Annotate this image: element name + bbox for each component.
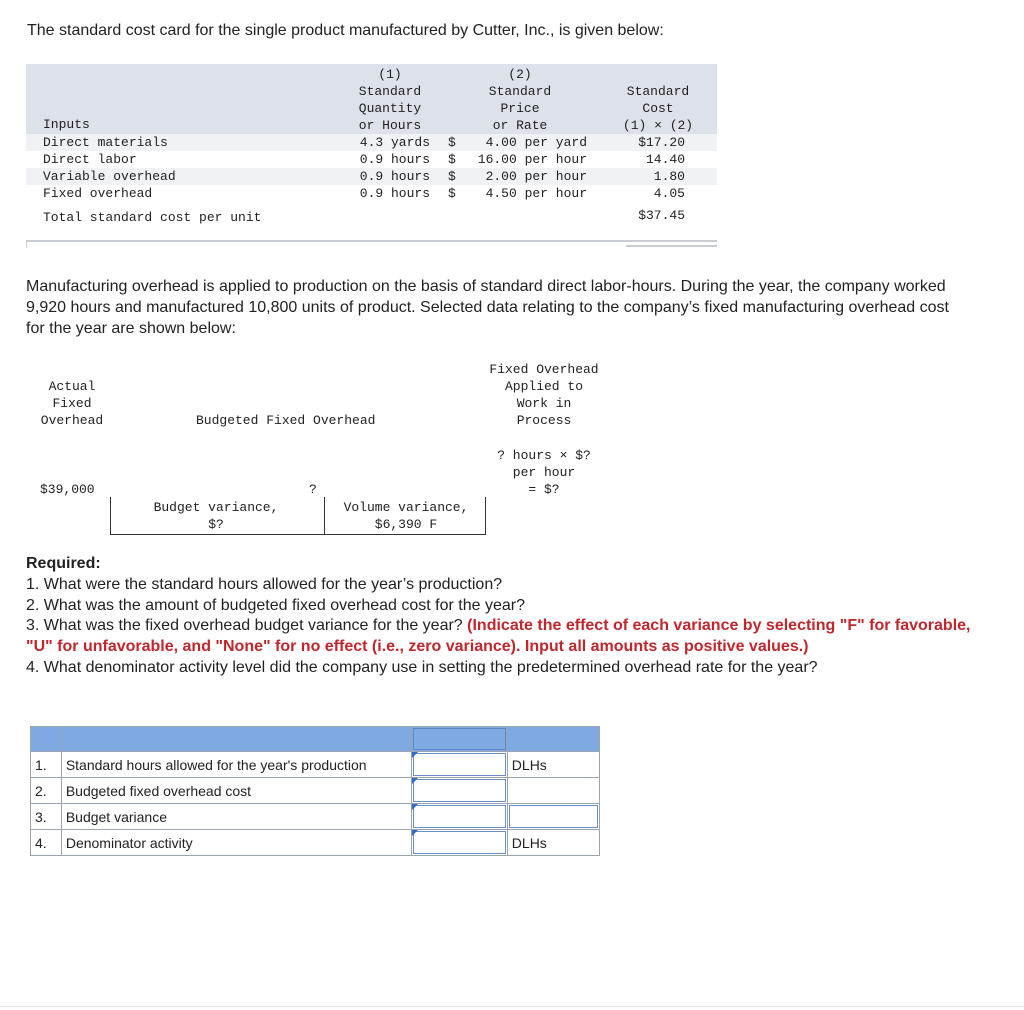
actual-fixed-overhead-header <box>28 378 116 429</box>
header-cell <box>507 727 599 752</box>
row-unit <box>507 778 599 804</box>
table-row <box>31 752 600 778</box>
budgeted-overhead-value: ? <box>309 482 317 497</box>
input-marker-icon <box>412 830 418 836</box>
header-line: or Hours <box>358 118 422 133</box>
header-line: Overhead <box>40 413 104 428</box>
rule-tick <box>26 240 27 248</box>
row-number: 1. <box>31 752 62 778</box>
required-title: Required: <box>26 555 101 572</box>
bracket-left <box>110 497 111 535</box>
row-price: 4.00 per yard <box>485 135 587 150</box>
budgeted-fixed-overhead-header: Budgeted Fixed Overhead <box>196 413 376 428</box>
formula-line: = $? <box>528 482 560 497</box>
header-line: Fixed <box>52 396 92 411</box>
denominator-activity-input[interactable] <box>412 830 507 856</box>
applied-overhead-formula <box>474 447 614 498</box>
answer-table <box>30 726 600 856</box>
header-col-cost <box>608 83 708 134</box>
page-bottom-rule <box>0 1006 1024 1007</box>
question-3 <box>26 616 986 658</box>
header-line: Fixed Overhead <box>489 362 599 377</box>
row-price: 4.50 per hour <box>485 186 587 201</box>
row-qty: 0.9 hours <box>359 186 430 201</box>
row-label: Standard hours allowed for the year's production <box>61 752 412 778</box>
bracket-middle <box>324 497 325 535</box>
actual-overhead-value: $39,000 <box>40 482 95 497</box>
question-1: 1. What were the standard hours allowed for the year’s production? <box>26 575 503 593</box>
row-dollar: $ <box>448 135 456 150</box>
input-box[interactable] <box>413 831 505 854</box>
header-line: (1) × (2) <box>622 118 694 133</box>
formula-line: ? hours × $? <box>497 448 591 463</box>
row-qty: 0.9 hours <box>359 169 430 184</box>
variance-line: $? <box>208 517 224 532</box>
row-name: Direct materials <box>43 135 168 150</box>
header-line: Price <box>500 101 540 116</box>
row-cost: $17.20 <box>638 135 685 150</box>
row-qty: 0.9 hours <box>359 152 430 167</box>
bracket-bottom <box>110 534 486 535</box>
question-3-text: 3. What was the fixed overhead budget variance for the year? <box>26 617 463 635</box>
variance-effect-select[interactable] <box>507 804 599 830</box>
header-line: Process <box>516 413 572 428</box>
inputs-label: Inputs <box>43 117 90 132</box>
row-dollar: $ <box>448 152 456 167</box>
row-number: 3. <box>31 804 62 830</box>
header-col-price <box>470 66 570 134</box>
input-box[interactable] <box>413 779 505 802</box>
card-bottom-rule <box>26 240 717 242</box>
row-label: Budgeted fixed overhead cost <box>61 778 412 804</box>
select-box[interactable] <box>509 805 598 828</box>
header-cell <box>412 727 507 752</box>
header-line: Standard <box>358 84 422 99</box>
header-line: Standard <box>626 84 690 99</box>
row-price: 2.00 per hour <box>485 169 587 184</box>
row-unit: DLHs <box>507 752 599 778</box>
formula-line: per hour <box>512 465 576 480</box>
row-number: 2. <box>31 778 62 804</box>
row-name: Variable overhead <box>43 169 176 184</box>
total-label: Total standard cost per unit <box>43 210 262 225</box>
row-names <box>43 134 176 202</box>
header-cell <box>61 727 412 752</box>
header-line: or Rate <box>492 118 548 133</box>
total-value: $37.45 <box>638 208 685 223</box>
row-qty: 4.3 yards <box>359 135 430 150</box>
budget-variance-label <box>130 499 302 533</box>
header-line: Work in <box>516 396 572 411</box>
row-price: 16.00 per hour <box>477 152 587 167</box>
budget-variance-input[interactable] <box>412 804 507 830</box>
overhead-paragraph: Manufacturing overhead is applied to production on the basis of standard direct labor-hours. During the year, the company worked 9,920 hours and manufactured 10,800 units of product. Selected data relating to the company’s fixed manufacturing overhead cost for the year are shown below: <box>26 278 949 337</box>
row-prices <box>450 134 587 202</box>
row-dollar: $ <box>448 186 456 201</box>
header-line: (1) <box>378 67 402 82</box>
row-quantities <box>330 134 430 202</box>
row-cost: 1.80 <box>653 169 685 184</box>
intro-text: The standard cost card for the single product manufactured by Cutter, Inc., is given below: <box>27 22 664 39</box>
row-cost: 14.40 <box>645 152 685 167</box>
row-unit: DLHs <box>507 830 599 856</box>
question-4: 4. What denominator activity level did the company use in setting the predetermined overhead rate for the year? <box>26 658 818 676</box>
variance-line: Budget variance, <box>153 500 279 515</box>
table-row <box>31 778 600 804</box>
question-2: 2. What was the amount of budgeted fixed overhead cost for the year? <box>26 596 525 614</box>
input-box[interactable] <box>413 805 505 828</box>
standard-hours-input[interactable] <box>412 752 507 778</box>
required-section <box>26 554 986 679</box>
answer-table-header <box>31 727 600 752</box>
row-number: 4. <box>31 830 62 856</box>
header-cell-frame <box>413 728 505 750</box>
budgeted-overhead-input[interactable] <box>412 778 507 804</box>
header-line: Standard <box>488 84 552 99</box>
applied-overhead-header <box>474 361 614 429</box>
double-underline <box>626 245 717 247</box>
table-row <box>31 830 600 856</box>
header-col-quantity <box>340 66 440 134</box>
row-label: Budget variance <box>61 804 412 830</box>
input-marker-icon <box>412 752 418 758</box>
row-cost: 4.05 <box>653 186 685 201</box>
volume-variance-label <box>328 499 484 533</box>
input-box[interactable] <box>413 753 505 776</box>
row-dollar: $ <box>448 169 456 184</box>
header-line: Actual <box>48 379 96 394</box>
header-cell <box>31 727 62 752</box>
input-marker-icon <box>412 778 418 784</box>
variance-line: $6,390 F <box>374 517 438 532</box>
variance-line: Volume variance, <box>343 500 469 515</box>
row-label: Denominator activity <box>61 830 412 856</box>
header-line: Quantity <box>358 101 422 116</box>
bracket-right <box>485 497 486 535</box>
header-line: (2) <box>508 67 532 82</box>
header-line: Applied to <box>504 379 583 394</box>
table-row <box>31 804 600 830</box>
question-3-instructions: (Indicate the effect of each variance by selecting "F" for favorable, "U" for unfavorable, and "None" for no effect (i.e., zero variance). Input all amounts as positive values.) <box>26 617 971 656</box>
row-name: Fixed overhead <box>43 186 153 201</box>
input-marker-icon <box>412 804 418 810</box>
row-name: Direct labor <box>43 152 137 167</box>
header-line: Cost <box>642 101 674 116</box>
row-costs <box>600 134 685 202</box>
